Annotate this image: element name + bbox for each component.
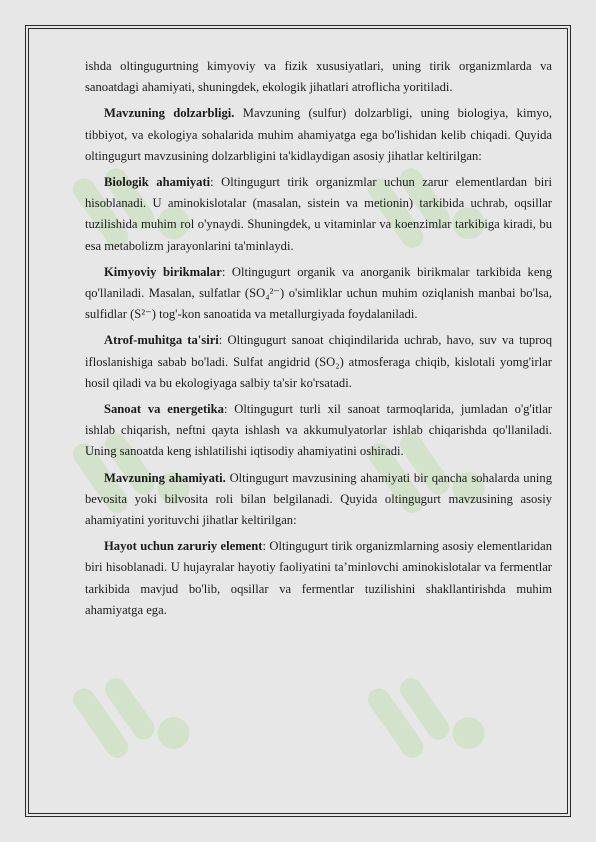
paragraph-text: : Oltingugurt organik va anorganik birikmalar tarkibida keng qo'llaniladi. Masalan, sulfatlar (SO₄²⁻) o'simliklar uchun muhim oziqlanish manbai bo'lsa, sulfidlar (S²⁻) tog'-kon sanoatida va metallurgiyada foydalaniladi.	[85, 264, 552, 322]
paragraph	[85, 56, 552, 98]
paragraph	[85, 103, 552, 167]
paragraph	[85, 468, 552, 532]
paragraph-heading: Hayot uchun zaruriy element	[104, 539, 263, 554]
paragraph	[85, 536, 552, 621]
paragraph-heading: Atrof-muhitga ta'siri	[104, 333, 219, 348]
paragraph-heading: Mavzuning ahamiyati.	[104, 470, 226, 485]
paragraph-heading: Kimyoviy birikmalar	[104, 264, 222, 279]
paragraph-text: Mavzuning (sulfur) dolzarbligi, uning biologiya, kimyo, tibbiyot, va ekologiya sohalarida muhim ahamiyatga ega bo'lishidan kelib chiqadi. Quyida oltingugurt mavzusining dolzarbligini ta'kidlaydigan asosiy jihatlar keltirilgan:	[85, 106, 553, 163]
paragraph-heading: Biologik ahamiyati	[104, 175, 211, 190]
paragraph	[85, 172, 552, 257]
paragraph-heading: Mavzuning dolzarbligi.	[104, 106, 235, 121]
paragraph-text: Oltingugurt mavzusining ahamiyati bir qancha sohalarda uning bevosita yoki bilvosita roli bilan belgilanadi. Quyida oltingugurt mavzusining asosiy ahamiyatini yorituvchi jihatlar keltirilgan:	[85, 470, 552, 528]
paragraph	[85, 262, 552, 326]
paragraph	[85, 399, 552, 463]
paragraph-text: : Oltingugurt tirik organizmlar uchun zarur elementlardan biri hisoblanadi. U aminokislotalar (masalan, sistein va metionin) tarkibida uchrab, oqsillar tuzilishida muhim rol o'ynaydi. Shuningdek, u vitaminlar va koenzimlar tarkibiga kiradi, bu esa metabolizm jarayonlarini ta'minlaydi.	[85, 175, 552, 253]
paragraph-heading: Sanoat va energetika	[104, 402, 224, 417]
document-body	[85, 56, 552, 626]
paragraph	[85, 330, 552, 394]
paragraph-text: : Oltingugurt turli xil sanoat tarmoqlarida, jumladan o'g'itlar ishlab chiqarish, neftni qayta ishlash va akkumulyatorlar ishlab chiqarishda qo'llaniladi. Uning sanoatda keng ishlatilishi iqtisodiy ahamiyatini oshiradi.	[85, 402, 552, 459]
paragraph-text: : Oltingugurt sanoat chiqindilarida uchrab, havo, suv va tuproq ifloslanishiga sabab bo'ladi. Sulfat angidrid (SO₂) atmosferaga chiqib, kislotali yomg'irlar hosil qiladi va bu ekologiyaga salbiy ta'sir ko'rsatadi.	[85, 333, 553, 390]
paragraph-text: : Oltingugurt tirik organizmlarning asosiy elementlaridan biri hisoblanadi. U hujayralar hayotiy faoliyatini ta’minlovchi aminokislotalar va fermentlar tarkibida mavjud bo'lib, oqsillar va fermentlar tuzilishini shakllantirishda muhim ahamiyatga ega.	[85, 539, 552, 617]
paragraph-text: ishda oltingugurtning kimyoviy va fizik xususiyatlari, uning tirik organizmlarda va sanoatdagi ahamiyati, shuningdek, ekologik jihatlari atroflicha yoritiladi.	[85, 59, 552, 95]
